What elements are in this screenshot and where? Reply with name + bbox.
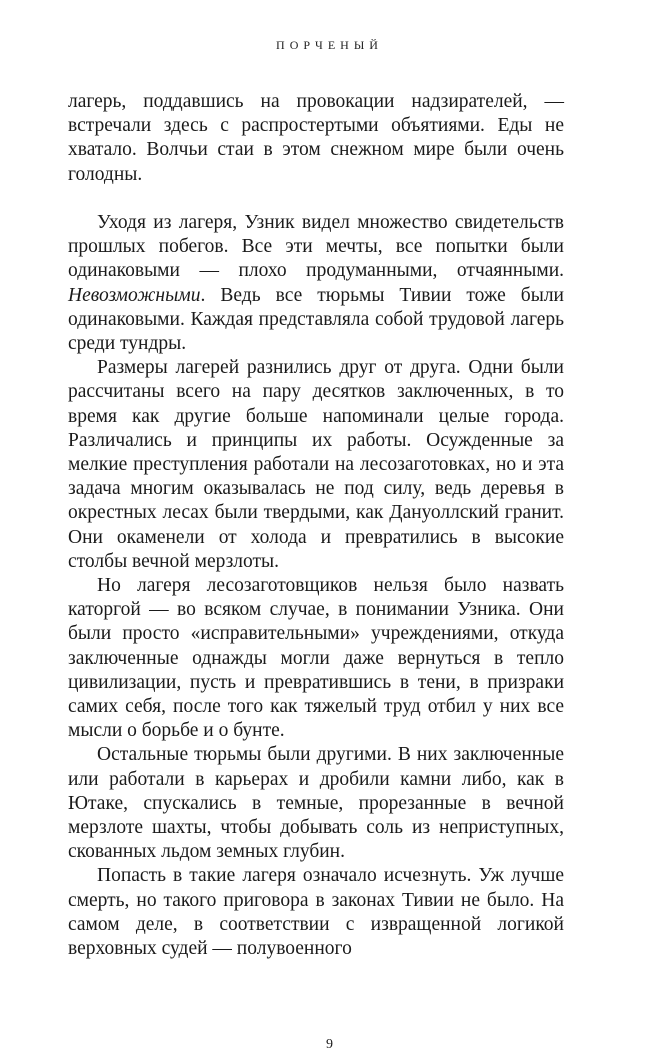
page-number: 9 — [326, 1037, 333, 1052]
emphasis-text: Невозможными — [68, 284, 201, 306]
paragraph: Остальные тюрьмы были другими. В них заключенные или работали в карьерах и дробили камни либо, как в Ютаке, спускались в темные, прорезанные в вечной мерзлоте шахты, чтобы добывать соль из неприступных, скованных льдом земных глубин. — [68, 744, 564, 863]
paragraph-text: . Ведь все тюрьмы Тивии тоже были одинаковыми. Каждая представляла собой трудовой лагерь среди тундры. — [68, 284, 564, 355]
paragraph: Но лагеря лесозаготовщиков нельзя было назвать каторгой — во всяком случае, в понимании Узника. Они были просто «исправительными» учреждениями, откуда заключенные однажды могли даже вернуться в тепло цивилизации, пусть и превратившись в тени, в призраки самих себя, после того как тяжелый труд отбил у них все мысли о борьбе и о бунте. — [68, 575, 564, 742]
paragraph-text: Уходя из лагеря, Узник видел множество свидетельств прошлых побегов. Все эти мечты, все попытки были одинаковыми — плохо продуманными, отчаянными. — [68, 212, 564, 282]
text-block-main — [68, 211, 564, 961]
paragraph — [68, 211, 564, 356]
paragraph: Размеры лагерей разнились друг от друга. Одни были рассчитаны всего на пару десятков заключенных, в то время как другие больше напоминали целые города. Различались и принципы их работы. Осужденные за мелкие преступления работали на лесозаготовках, но и эта задача многим оказывалась не под силу, ведь деревья в окрестных лесах были твердыми, как Дануоллский гранит. Они окаменели от холода и превратились в высокие столбы вечной мерзлоты. — [68, 357, 564, 572]
text-block-top — [68, 90, 564, 187]
paragraph-continued: лагерь, поддавшись на провокации надзирателей, — встречали здесь с распростертыми объятиями. Еды не хватало. Волчьи стаи в этом снежном мире были очень голодны. — [68, 91, 564, 185]
paragraph: Попасть в такие лагеря означало исчезнуть. Уж лучше смерть, но такого приговора в законах Тивии не было. На самом деле, в соответствии с извращенной логикой верховных судей — полувоенного — [68, 865, 564, 960]
running-head: ПОРЧЕНЫЙ — [276, 38, 383, 52]
